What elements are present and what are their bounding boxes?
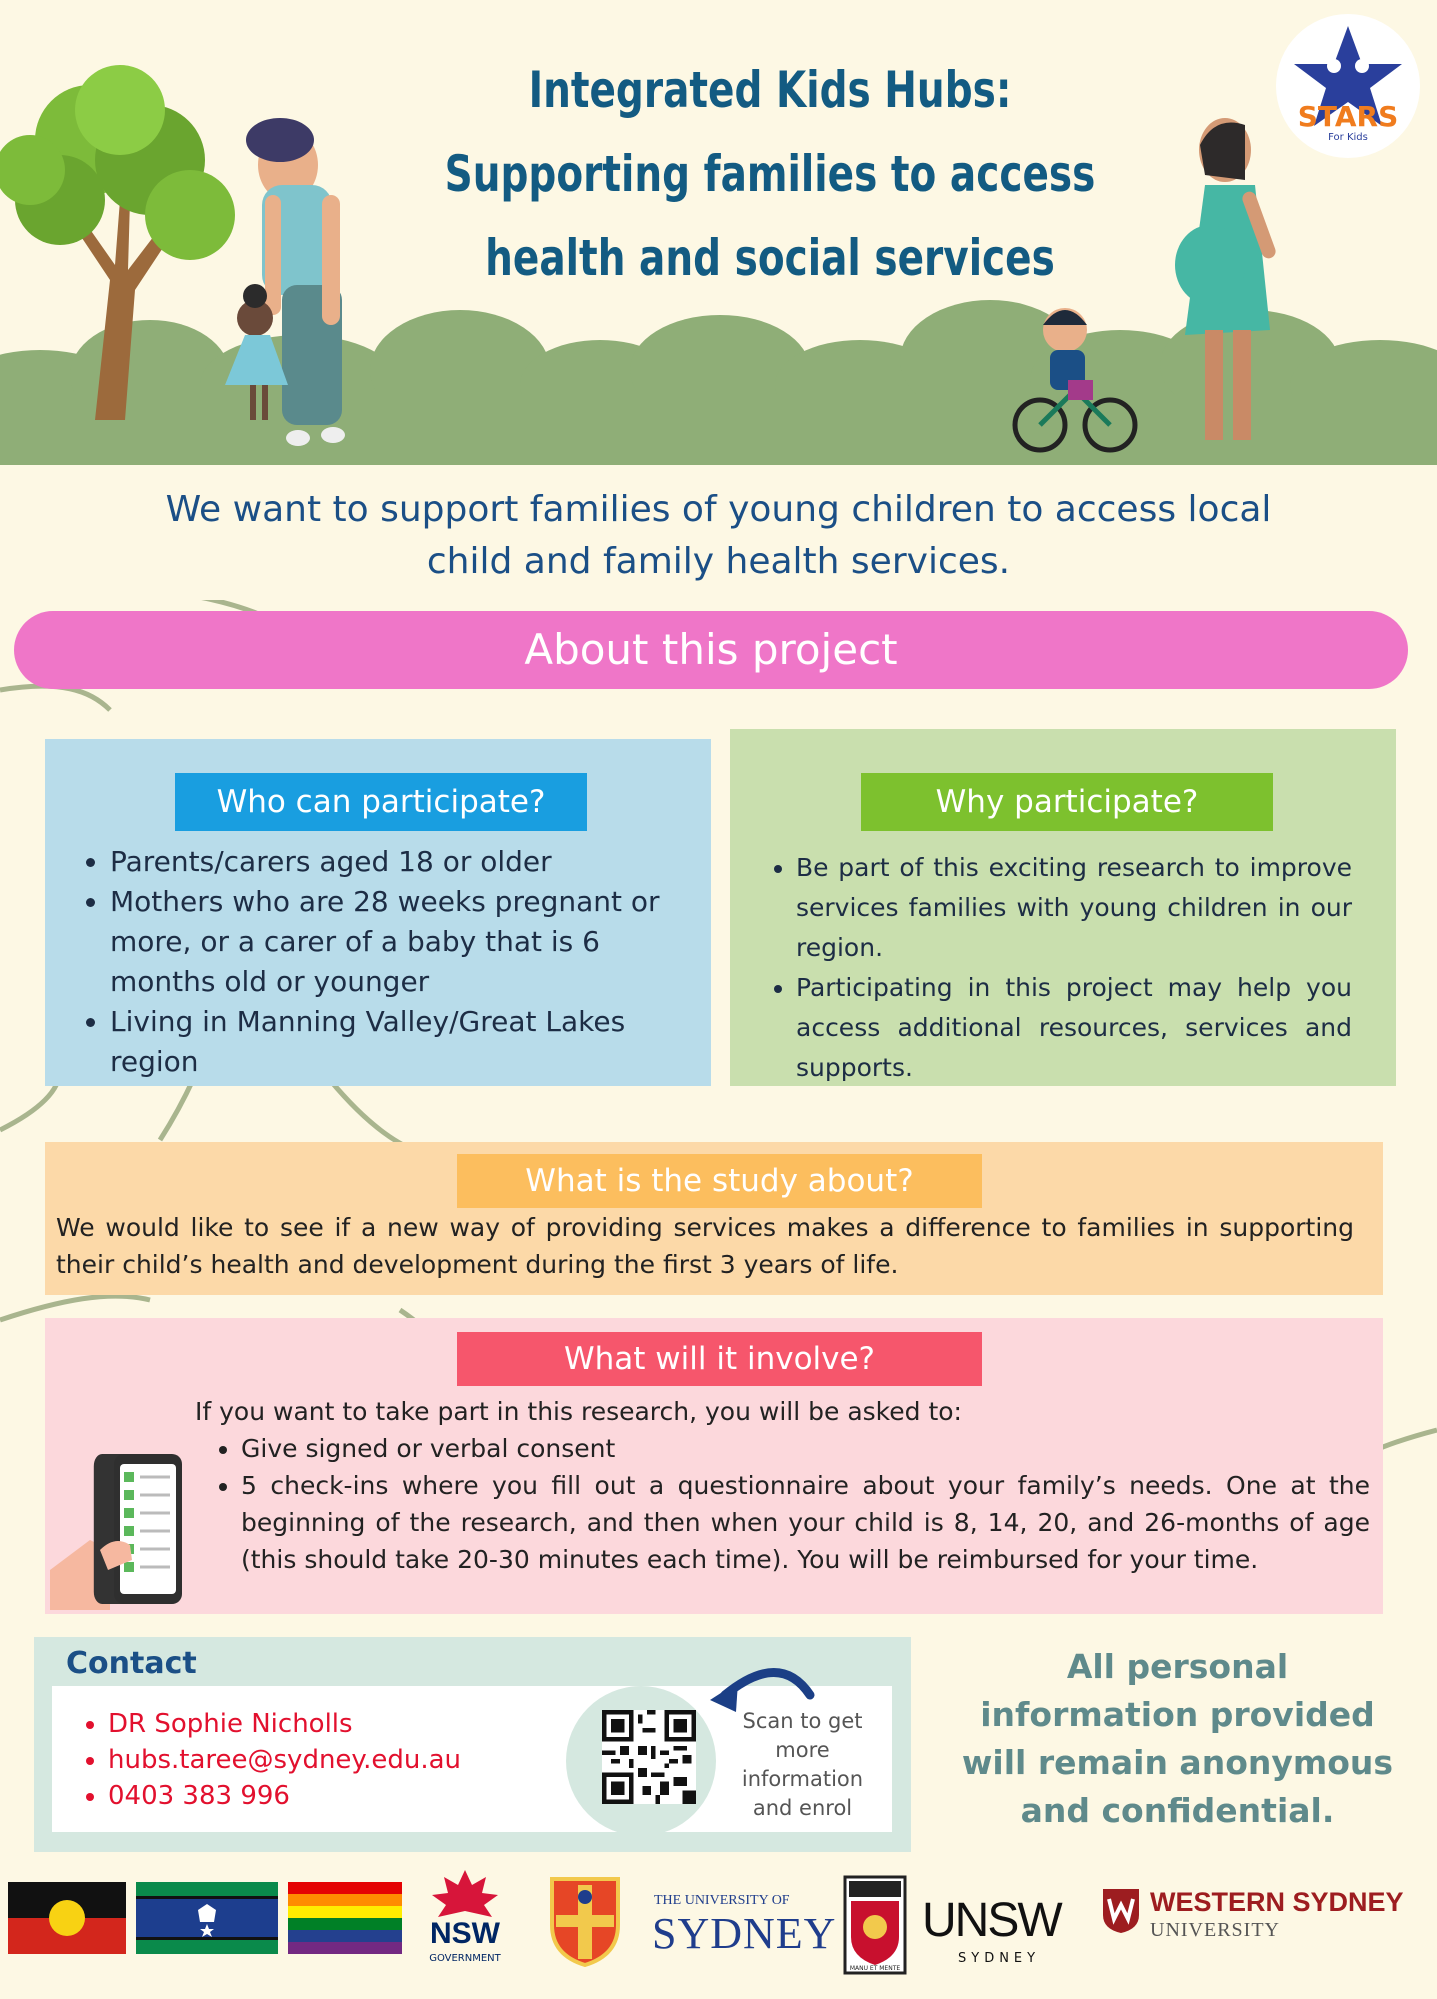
intro-line-1: We want to support families of young children to access local [165,489,1272,530]
university-of-sydney-crest-icon [548,1875,622,1967]
scan-instructions [730,1707,875,1823]
scan-line: information [741,1767,864,1791]
title-line-2: Supporting families to access [444,145,1096,203]
involve-list [207,1430,1370,1578]
why-participate-heading: Why participate? [861,773,1273,831]
scan-line: and enrol [752,1796,853,1820]
stars-logo-text: STARS [1297,100,1399,133]
unsw-logo-subtext: SYDNEY [958,1951,1041,1966]
involve-intro-text: If you want to take part in this research, you will be asked to: [195,1397,962,1426]
usyd-logo-main: SYDNEY [652,1909,837,1958]
what-will-it-involve-heading: What will it involve? [457,1332,982,1386]
study-about-heading: What is the study about? [457,1154,982,1208]
partner-logos-row [0,1865,1437,1999]
contact-email[interactable]: • hubs.taree@sydney.edu.au [108,1742,461,1778]
list-item: • Be part of this exciting research to improve services families with young children in our region. [796,848,1352,968]
why-participate-list [762,848,1352,1088]
scan-line: Scan to get [742,1709,863,1733]
wsu-logo-main: WESTERN SYDNEY [1150,1887,1404,1917]
unsw-crest-motto: MANU ET MENTE [849,1965,901,1972]
list-item: • Participating in this project may help you access additional resources, services and supports. [796,968,1352,1088]
intro-line-2: child and family health services. [426,541,1011,582]
title-line-1: Integrated Kids Hubs: [528,61,1012,119]
unsw-logo-main: UNSW [922,1894,1061,1947]
privacy-line: will remain anonymous [961,1743,1394,1782]
scan-line: more [775,1738,830,1762]
western-sydney-shield-icon [1101,1887,1141,1935]
contact-phone[interactable]: • 0403 383 996 [108,1778,461,1814]
torres-strait-flag-icon [136,1882,278,1954]
privacy-statement [935,1643,1420,1835]
contact-list [76,1706,461,1814]
stars-logo-subtext: For Kids [1328,132,1368,143]
list-item: • 5 check-ins where you fill out a questionnaire about your family’s needs. One at the beginning of the research, and then when your child is 8, 14, 20, and 26-months of age (this should take 20-30 minutes each time). You will be reimbursed for your time. [241,1467,1370,1578]
list-item: • Give signed or verbal consent [241,1430,1370,1467]
contact-name: • DR Sophie Nicholls [108,1706,461,1742]
unsw-crest-icon [843,1875,907,1975]
about-project-banner: About this project [14,611,1408,689]
list-item: • Mothers who are 28 weeks pregnant or more, or a carer of a baby that is 6 months old or younger [110,882,696,1002]
study-about-text: We would like to see if a new way of providing services makes a difference to families in supporting their child’s health and development during the first 3 years of life. [56,1213,1354,1279]
who-can-participate-heading: Who can participate? [175,773,587,831]
who-can-participate-list [76,842,696,1082]
list-item: • Living in Manning Valley/Great Lakes region [110,1002,696,1082]
rainbow-pride-flag-icon [288,1882,402,1954]
usyd-logo-top: THE UNIVERSITY OF [654,1893,790,1908]
intro-text [100,484,1337,588]
title-line-3: health and social services [485,229,1055,287]
nsw-logo-subtext: GOVERNMENT [429,1953,501,1964]
privacy-line: and confidential. [1020,1791,1335,1830]
page-title [427,48,1113,300]
aboriginal-flag-icon [8,1882,126,1954]
privacy-line: All personal [1066,1647,1289,1686]
list-item: • Parents/carers aged 18 or older [110,842,696,882]
wsu-logo-subtext: UNIVERSITY [1150,1919,1280,1941]
stars-for-kids-logo [1276,14,1420,158]
privacy-line: information provided [980,1695,1375,1734]
waratah-icon [420,1865,510,1925]
nsw-logo-text: NSW [430,1917,500,1950]
phone-checklist-icon [40,1440,200,1610]
qr-code-icon[interactable] [602,1710,696,1804]
contact-title: Contact [66,1646,197,1681]
